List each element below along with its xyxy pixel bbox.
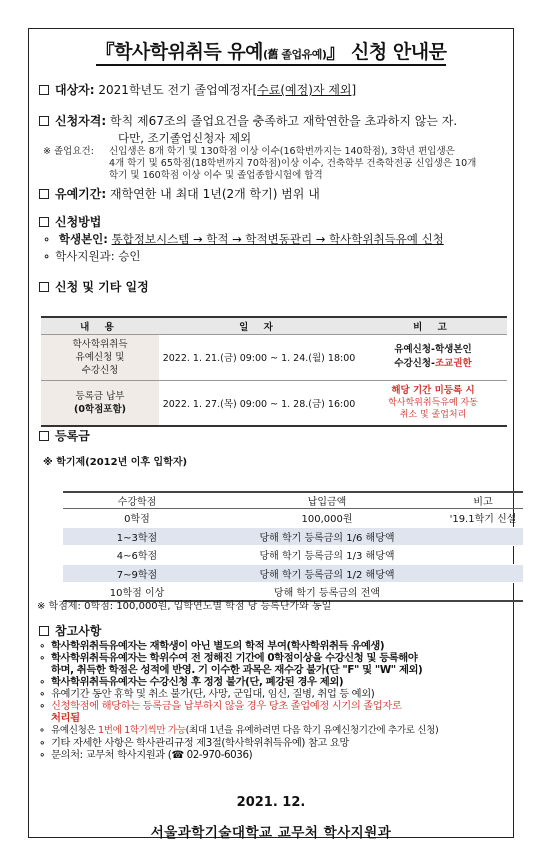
page-title: 『학사학위취득 유예(舊 졸업유예)』 신청 안내문 <box>29 37 513 64</box>
table-row: 4~6학점 당해 학기 등록금의 1/3 해당액 <box>63 546 523 565</box>
list-item: ∘ 유예신청은 1번에 1학기씩만 가능(최대 1년을 유예하려면 다음 학기 유예신청기간에 추가로 신청) <box>39 725 439 736</box>
schedule-section: 신청 및 기타 일정 <box>39 278 149 295</box>
method-office: ∘ 학사지원과: 승인 <box>43 248 141 264</box>
issuer: 서울과학기술대학교 교무처 학사지원과 <box>150 825 392 841</box>
list-item-warning: ∘ 신청학점에 해당하는 등록금을 납부하지 않을 경우 당초 졸업예정 시기의 졸업자로 <box>39 700 402 712</box>
graduation-note-label: ※ 졸업요건: <box>43 146 94 157</box>
checkbox-square-icon <box>39 217 49 227</box>
table-header-row: 수강학점 납입금액 비고 <box>63 492 523 509</box>
qualification-section: 신청자격: 학칙 제67조의 졸업요건을 충족하고 재학연한을 초과하지 않는 자. <box>39 112 457 129</box>
qualification-line2: 다만, 조기졸업신청자 제외 <box>118 131 252 145</box>
issue-date: 2021. 12. <box>236 795 306 810</box>
credit-note: ※ 학점제: 0학점: 100,000원, 입학연도별 학점 당 등록단가와 동일 <box>37 601 332 612</box>
list-item-cont: 처리됨 <box>51 712 80 724</box>
checkbox-square-icon <box>39 431 49 441</box>
graduation-note-3: 학기 및 160학점 이상 이수 및 졸업종합시험에 합격 <box>109 170 323 181</box>
checkbox-square-icon <box>39 282 49 292</box>
method-student: ∘ 학생본인: 통합정보시스템 → 학적 → 학적변동관리 → 학사학위취득유예 신청 <box>43 231 444 247</box>
method-section: 신청방법 <box>39 213 101 230</box>
checkbox-square-icon <box>39 626 49 636</box>
tuition-section: 등록금 <box>39 427 90 444</box>
graduation-note-2: 4개 학기 및 65학점(18학번까지 70학점)이상 이수, 건축학부 건축학전공 신입생은 10개 <box>109 158 477 169</box>
tuition-sub: ※ 학기제(2012년 이후 입학자) <box>43 457 188 468</box>
table-row: 학사학위취득 유예신청 및 수강신청 2022. 1. 21.(금) 09:00 ~ 1. 24.(월) 18:00 유예신청-학생본인 수강신청-조교권한 <box>41 334 507 380</box>
table-row: 0학점 100,000원 '19.1학기 신설 <box>63 509 523 528</box>
notice-frame <box>28 28 517 841</box>
schedule-table <box>41 316 507 427</box>
tuition-table <box>63 491 523 602</box>
table-row: 등록금 납부 (0학점포함) 2022. 1. 27.(목) 09:00 ~ 1. 28.(금) 16:00 해당 기간 미등록 시 학사학위취득유예 자동 취소 및 졸업처리 <box>41 380 507 426</box>
graduation-note-1: 신입생은 8개 학기 및 130학점 이상 이수(16학번까지는 140학점), 3학년 편입생은 <box>109 146 455 157</box>
list-item: ∘ 학사학위취득유예자는 학위수여 전 정해진 기간에 0학점이상을 수강신청 및 등록해야 <box>39 652 418 664</box>
checkbox-square-icon <box>39 189 49 199</box>
list-item: ∘ 유예기간 동안 휴학 및 취소 불가(단, 사망, 군입대, 임신, 질병, 취업 등 예외) <box>39 688 375 700</box>
reference-section: 참고사항 <box>39 622 101 639</box>
list-item: ∘ 기타 자세한 사항은 학사관리규정 제3절(학사학위취득유예) 참고 요망 <box>39 737 349 749</box>
checkbox-square-icon <box>39 85 49 95</box>
list-item: ∘ 학사학위취득유예자는 재학생이 아닌 별도의 학적 부여(학사학위취득 유예생) <box>39 640 385 652</box>
list-item: ∘ 학사학위취득유예자는 수강신청 후 정정 불가(단, 폐강된 경우 제외) <box>39 676 344 688</box>
list-item-contact: ∘ 문의처: 교무처 학사지원과 (☎ 02-970-6036) <box>39 749 253 761</box>
target-section: 대상자: 2021학년도 전기 졸업예정자[수료(예정)자 제외] <box>39 81 356 98</box>
table-row: 7~9학점 당해 학기 등록금의 1/2 해당액 <box>63 564 523 583</box>
table-header-row: 내 용 일 자 비 고 <box>41 317 507 334</box>
period-section: 유예기간: 재학연한 내 최대 1년(2개 학기) 범위 내 <box>39 185 320 202</box>
checkbox-square-icon <box>39 116 49 126</box>
list-item-cont: 하며, 취득한 학점은 성적에 반영. 기 이수한 과목은 재수강 불가(단 "F" 및 "W" 제외) <box>51 664 423 676</box>
table-row: 1~3학점 당해 학기 등록금의 1/6 해당액 <box>63 527 523 546</box>
table-row: 10학점 이상 당해 학기 등록금의 전액 <box>63 583 523 602</box>
